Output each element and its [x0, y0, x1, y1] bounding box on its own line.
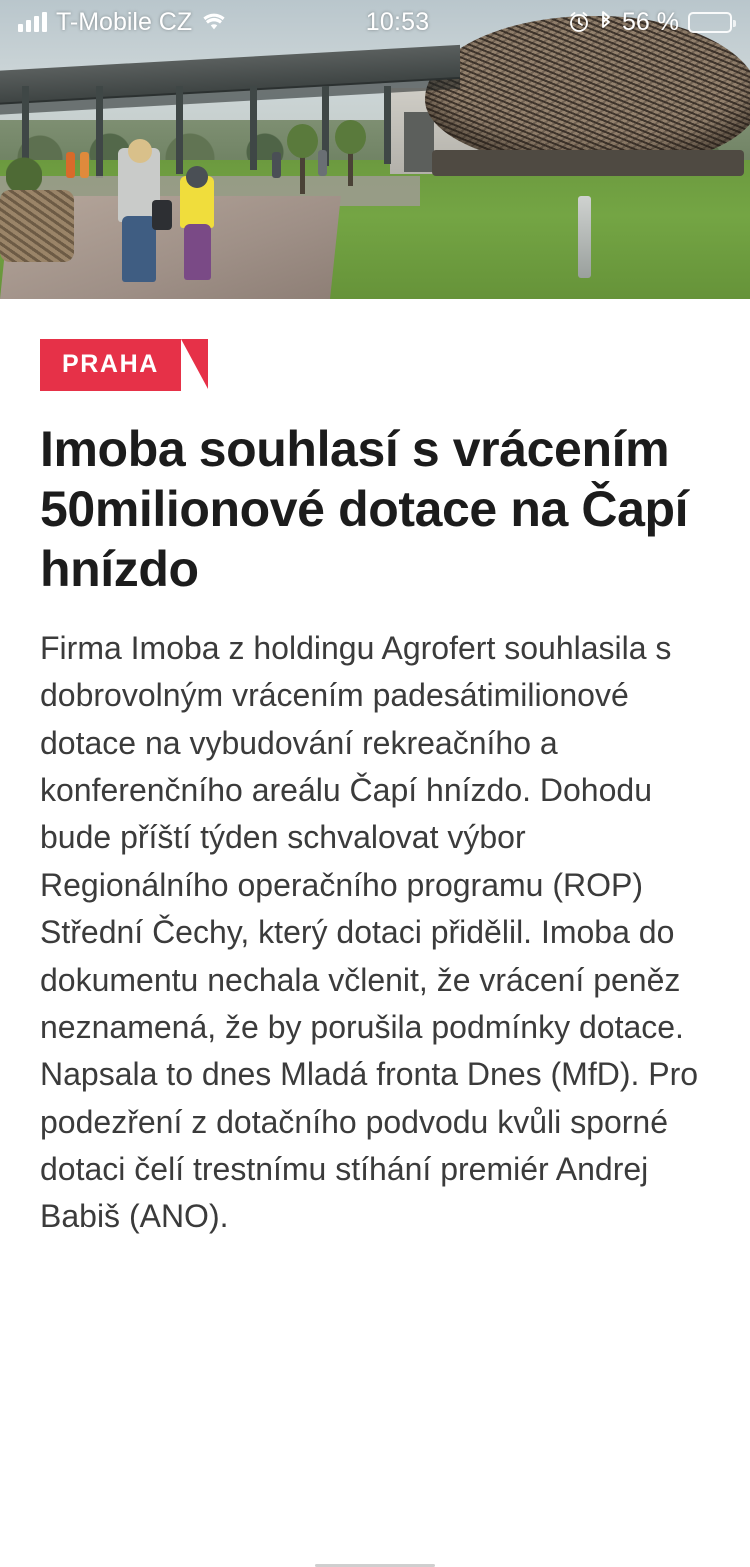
- article-headline: Imoba souhlasí s vrácením 50milionové dotace na Čapí hnízdo: [40, 421, 689, 597]
- carrier-label: T-Mobile CZ: [56, 7, 193, 36]
- article-body: [0, 299, 750, 1241]
- battery-percent-label: 56 %: [622, 7, 679, 36]
- status-bar-right: [568, 8, 732, 37]
- category-tag-wrapper[interactable]: [40, 339, 181, 391]
- photo-door: [404, 112, 434, 172]
- status-bar-clock: 10:53: [365, 7, 430, 36]
- photo-column: [176, 86, 183, 174]
- photo-handbag: [152, 200, 172, 230]
- photo-adult-head: [128, 139, 152, 163]
- photo-tree: [300, 150, 305, 194]
- photo-distant-person: [318, 150, 327, 176]
- photo-distant-person: [272, 152, 281, 178]
- photo-adult-legs: [122, 216, 156, 282]
- category-tag[interactable]: PRAHA: [40, 339, 181, 391]
- photo-nest-base: [432, 150, 744, 176]
- article-hero-photo: [0, 0, 750, 299]
- alarm-clock-icon: [568, 11, 590, 33]
- status-bar-left: [18, 8, 227, 37]
- photo-tree: [348, 146, 353, 186]
- status-bar: [0, 0, 750, 44]
- photo-distant-person: [80, 152, 89, 178]
- photo-distant-person: [66, 152, 75, 178]
- wifi-icon: [201, 12, 227, 32]
- photo-child-head: [186, 166, 208, 188]
- photo-bollard: [578, 196, 591, 278]
- signal-bars-icon: [18, 12, 47, 32]
- bluetooth-icon: [599, 11, 613, 33]
- photo-column: [250, 86, 257, 170]
- photo-child-legs: [184, 224, 211, 280]
- article-perex: Firma Imoba z holdingu Agrofert souhlasila s dobrovolným vrácením padesátimilionové dotace na vybudování rekreačního a konferenčního areálu Čapí hnízdo. Dohodu bude příští týden schvalovat výbor Regionálního operačního programu (ROP) Střední Čechy, který dotaci přidělil. Imoba do dokumentu nechala včlenit, že vrácení peněz neznamená, že by porušila podmínky dotace. Napsala to dnes Mladá fronta Dnes (MfD). Pro podezření z dotačního podvodu kvůli sporné dotaci čelí trestnímu stíhání premiér Andrej Babiš (ANO).: [40, 630, 699, 1235]
- photo-column: [384, 86, 391, 164]
- battery-icon: [688, 12, 732, 33]
- photo-column: [96, 86, 103, 178]
- photo-planter: [0, 190, 74, 262]
